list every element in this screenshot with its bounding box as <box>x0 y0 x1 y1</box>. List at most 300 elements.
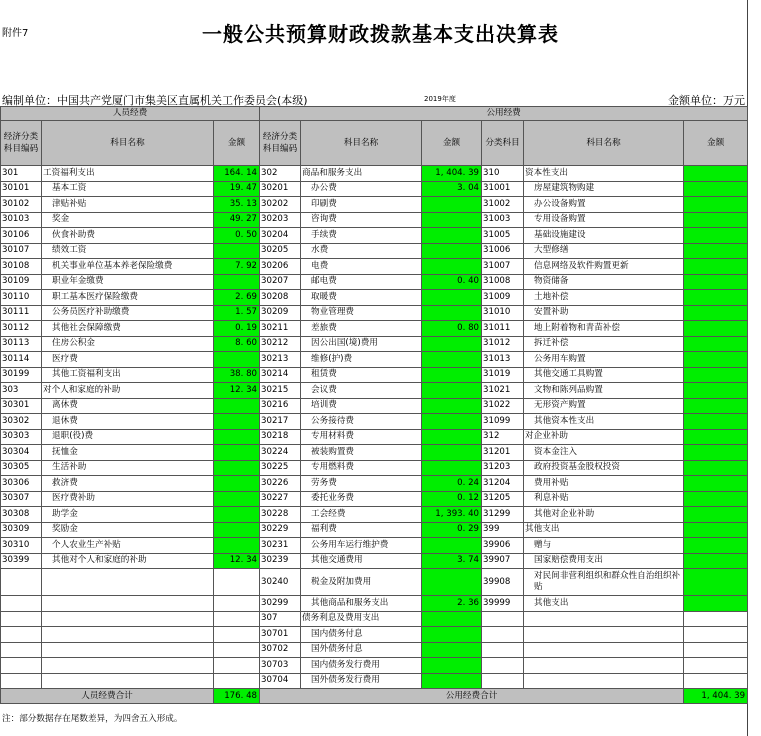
amount-cell <box>684 491 748 507</box>
code-cell: 302 <box>260 166 301 182</box>
table-row <box>1 166 748 182</box>
code-cell: 31007 <box>482 259 524 275</box>
table-row <box>1 522 748 538</box>
code-cell: 30299 <box>260 596 301 612</box>
code-cell: 30112 <box>1 321 42 337</box>
name-cell: 电费 <box>301 259 422 275</box>
name-cell: 邮电费 <box>301 274 422 290</box>
name-cell: 其他支出 <box>524 522 684 538</box>
code-cell: 30306 <box>1 476 42 492</box>
amount-cell <box>422 569 482 596</box>
amount-cell <box>684 673 748 689</box>
code-cell: 30102 <box>1 197 42 213</box>
amount-cell <box>422 367 482 383</box>
amount-cell: 1, 404. 39 <box>422 166 482 182</box>
code-cell: 30110 <box>1 290 42 306</box>
col-amount-1: 金额 <box>214 121 260 166</box>
name-cell: 地上附着物和青苗补偿 <box>524 321 684 337</box>
amount-cell: 2. 69 <box>214 290 260 306</box>
name-cell: 其他交通工具购置 <box>524 367 684 383</box>
name-cell: 公务接待费 <box>301 414 422 430</box>
table-row <box>1 673 748 689</box>
table-row <box>1 627 748 643</box>
name-cell: 退休费 <box>42 414 214 430</box>
section-header-row <box>1 107 748 121</box>
amount-cell <box>214 538 260 554</box>
amount-cell <box>684 445 748 461</box>
amount-cell <box>684 414 748 430</box>
amount-cell: 12. 34 <box>214 553 260 569</box>
amount-cell <box>684 274 748 290</box>
name-cell <box>524 673 684 689</box>
unit-label: 金额单位：万元 <box>668 94 745 107</box>
code-cell: 30226 <box>260 476 301 492</box>
code-cell: 30301 <box>1 398 42 414</box>
code-cell: 30217 <box>260 414 301 430</box>
col-amount-2: 金额 <box>422 121 482 166</box>
amount-cell <box>684 569 748 596</box>
personnel-total-label: 人员经费合计 <box>1 689 214 704</box>
code-cell: 30214 <box>260 367 301 383</box>
code-cell: 31099 <box>482 414 524 430</box>
code-cell: 30114 <box>1 352 42 368</box>
table-row <box>1 305 748 321</box>
name-cell: 对企业补助 <box>524 429 684 445</box>
amount-cell: 3. 04 <box>422 181 482 197</box>
code-cell: 30704 <box>260 673 301 689</box>
table-row <box>1 383 748 399</box>
name-cell <box>42 627 214 643</box>
code-cell <box>482 642 524 658</box>
amount-cell <box>684 429 748 445</box>
code-cell <box>1 642 42 658</box>
code-cell: 30203 <box>260 212 301 228</box>
amount-cell <box>684 228 748 244</box>
code-cell: 31009 <box>482 290 524 306</box>
table-row <box>1 259 748 275</box>
name-cell: 基础设施建设 <box>524 228 684 244</box>
name-cell: 职业年金缴费 <box>42 274 214 290</box>
name-cell: 其他交通费用 <box>301 553 422 569</box>
code-cell: 30111 <box>1 305 42 321</box>
code-cell: 31013 <box>482 352 524 368</box>
name-cell <box>524 658 684 674</box>
name-cell: 无形资产购置 <box>524 398 684 414</box>
code-cell <box>1 611 42 627</box>
name-cell <box>42 642 214 658</box>
code-cell: 30231 <box>260 538 301 554</box>
table-row <box>1 476 748 492</box>
table-row <box>1 367 748 383</box>
amount-cell <box>684 522 748 538</box>
page-title: 一般公共预算财政拨款基本支出决算表 <box>202 22 559 46</box>
code-cell: 30240 <box>260 569 301 596</box>
code-cell: 30216 <box>260 398 301 414</box>
code-cell: 31003 <box>482 212 524 228</box>
code-cell: 303 <box>1 383 42 399</box>
table-row <box>1 538 748 554</box>
amount-cell <box>214 673 260 689</box>
name-cell: 拆迁补偿 <box>524 336 684 352</box>
name-cell: 咨询费 <box>301 212 422 228</box>
name-cell: 劳务费 <box>301 476 422 492</box>
amount-cell <box>684 290 748 306</box>
amount-cell <box>214 627 260 643</box>
table-row <box>1 642 748 658</box>
amount-cell: 1. 57 <box>214 305 260 321</box>
code-cell: 39906 <box>482 538 524 554</box>
amount-cell <box>684 627 748 643</box>
name-cell <box>42 596 214 612</box>
code-cell <box>482 673 524 689</box>
code-cell: 30302 <box>1 414 42 430</box>
amount-cell <box>684 181 748 197</box>
code-cell: 30106 <box>1 228 42 244</box>
table-row <box>1 274 748 290</box>
name-cell: 其他对企业补助 <box>524 507 684 523</box>
code-cell: 30224 <box>260 445 301 461</box>
name-cell: 绩效工资 <box>42 243 214 259</box>
name-cell: 被装购置费 <box>301 445 422 461</box>
code-cell: 30207 <box>260 274 301 290</box>
code-cell <box>1 673 42 689</box>
name-cell: 水费 <box>301 243 422 259</box>
amount-cell <box>422 243 482 259</box>
amount-cell <box>422 538 482 554</box>
name-cell: 手续费 <box>301 228 422 244</box>
public-total-value: 1, 404. 39 <box>684 689 748 704</box>
name-cell: 资本金注入 <box>524 445 684 461</box>
name-cell: 福利费 <box>301 522 422 538</box>
table-row <box>1 243 748 259</box>
name-cell: 专用燃料费 <box>301 460 422 476</box>
name-cell <box>42 611 214 627</box>
name-cell: 安置补助 <box>524 305 684 321</box>
name-cell: 国外债务发行费用 <box>301 673 422 689</box>
name-cell: 国外债务付息 <box>301 642 422 658</box>
code-cell: 30108 <box>1 259 42 275</box>
name-cell: 税金及附加费用 <box>301 569 422 596</box>
amount-cell <box>422 658 482 674</box>
amount-cell <box>422 673 482 689</box>
name-cell: 印刷费 <box>301 197 422 213</box>
code-cell: 30399 <box>1 553 42 569</box>
amount-cell <box>214 596 260 612</box>
name-cell: 个人农业生产补贴 <box>42 538 214 554</box>
col-code-3: 分类科目 <box>482 121 524 166</box>
code-cell: 30202 <box>260 197 301 213</box>
amount-cell <box>684 367 748 383</box>
amount-cell: 1, 393. 40 <box>422 507 482 523</box>
amount-cell <box>684 166 748 182</box>
code-cell: 30201 <box>260 181 301 197</box>
code-cell: 31002 <box>482 197 524 213</box>
name-cell <box>42 569 214 596</box>
code-cell: 30113 <box>1 336 42 352</box>
amount-cell <box>422 290 482 306</box>
name-cell: 奖金 <box>42 212 214 228</box>
name-cell: 因公出国(境)费用 <box>301 336 422 352</box>
code-cell: 31008 <box>482 274 524 290</box>
code-cell: 30227 <box>260 491 301 507</box>
amount-cell: 2. 36 <box>422 596 482 612</box>
amount-cell <box>684 383 748 399</box>
code-cell: 30213 <box>260 352 301 368</box>
name-cell: 取暖费 <box>301 290 422 306</box>
amount-cell <box>422 398 482 414</box>
code-cell: 30206 <box>260 259 301 275</box>
code-cell: 30229 <box>260 522 301 538</box>
table-row <box>1 321 748 337</box>
amount-cell <box>214 569 260 596</box>
col-code-2: 经济分类科目编码 <box>260 121 301 166</box>
table-row <box>1 429 748 445</box>
code-cell: 30101 <box>1 181 42 197</box>
amount-cell <box>214 414 260 430</box>
name-cell: 救济费 <box>42 476 214 492</box>
amount-cell <box>214 476 260 492</box>
code-cell: 30701 <box>260 627 301 643</box>
name-cell: 国内债务付息 <box>301 627 422 643</box>
table-row <box>1 212 748 228</box>
amount-cell <box>214 274 260 290</box>
table-row <box>1 290 748 306</box>
table-row <box>1 658 748 674</box>
org-label: 编制单位：中国共产党厦门市集美区直属机关工作委员会(本级) <box>2 94 308 107</box>
amount-cell <box>214 429 260 445</box>
table-row <box>1 352 748 368</box>
amount-cell <box>422 336 482 352</box>
code-cell: 30204 <box>260 228 301 244</box>
code-cell: 30304 <box>1 445 42 461</box>
code-cell: 31011 <box>482 321 524 337</box>
name-cell: 住房公积金 <box>42 336 214 352</box>
name-cell: 助学金 <box>42 507 214 523</box>
table-row <box>1 228 748 244</box>
name-cell: 其他工资福利支出 <box>42 367 214 383</box>
amount-cell: 12. 34 <box>214 383 260 399</box>
code-cell <box>1 658 42 674</box>
amount-cell <box>214 243 260 259</box>
code-cell: 31019 <box>482 367 524 383</box>
amount-cell: 0. 40 <box>422 274 482 290</box>
amount-cell <box>684 336 748 352</box>
name-cell <box>524 627 684 643</box>
amount-cell <box>214 445 260 461</box>
col-name-3: 科目名称 <box>524 121 684 166</box>
code-cell: 30308 <box>1 507 42 523</box>
col-code-1: 经济分类科目编码 <box>1 121 42 166</box>
amount-cell: 19. 47 <box>214 181 260 197</box>
amount-cell: 8. 60 <box>214 336 260 352</box>
amount-cell: 0. 80 <box>422 321 482 337</box>
code-cell: 30309 <box>1 522 42 538</box>
section-public: 公用经费 <box>260 107 748 121</box>
code-cell: 31201 <box>482 445 524 461</box>
amount-cell: 0. 29 <box>422 522 482 538</box>
code-cell: 31005 <box>482 228 524 244</box>
name-cell <box>524 611 684 627</box>
amount-cell: 0. 24 <box>422 476 482 492</box>
name-cell: 工会经费 <box>301 507 422 523</box>
name-cell: 大型修缮 <box>524 243 684 259</box>
amount-cell <box>422 352 482 368</box>
name-cell: 津贴补贴 <box>42 197 214 213</box>
code-cell: 312 <box>482 429 524 445</box>
code-cell: 31010 <box>482 305 524 321</box>
code-cell: 39908 <box>482 569 524 596</box>
amount-cell <box>684 243 748 259</box>
amount-cell <box>214 658 260 674</box>
name-cell: 专用材料费 <box>301 429 422 445</box>
name-cell: 工资福利支出 <box>42 166 214 182</box>
amount-cell <box>422 259 482 275</box>
code-cell <box>482 658 524 674</box>
name-cell: 抚恤金 <box>42 445 214 461</box>
amount-cell <box>422 627 482 643</box>
amount-cell <box>422 383 482 399</box>
code-cell <box>1 596 42 612</box>
name-cell: 专用设备购置 <box>524 212 684 228</box>
amount-cell: 0. 12 <box>422 491 482 507</box>
amount-cell <box>684 476 748 492</box>
amount-cell <box>684 507 748 523</box>
code-cell: 31006 <box>482 243 524 259</box>
name-cell: 委托业务费 <box>301 491 422 507</box>
name-cell: 伙食补助费 <box>42 228 214 244</box>
attachment-label: 附件7 <box>2 28 29 39</box>
name-cell: 基本工资 <box>42 181 214 197</box>
code-cell: 30199 <box>1 367 42 383</box>
amount-cell <box>214 507 260 523</box>
amount-cell: 164. 14 <box>214 166 260 182</box>
amount-cell <box>214 522 260 538</box>
code-cell: 30225 <box>260 460 301 476</box>
code-cell: 399 <box>482 522 524 538</box>
name-cell: 职工基本医疗保险缴费 <box>42 290 214 306</box>
amount-cell <box>684 553 748 569</box>
code-cell: 30218 <box>260 429 301 445</box>
amount-cell <box>422 642 482 658</box>
amount-cell <box>422 611 482 627</box>
name-cell: 公务员医疗补助缴费 <box>42 305 214 321</box>
col-amount-3: 金额 <box>684 121 748 166</box>
amount-cell <box>684 259 748 275</box>
name-cell: 奖励金 <box>42 522 214 538</box>
code-cell: 31204 <box>482 476 524 492</box>
code-cell: 30107 <box>1 243 42 259</box>
amount-cell <box>684 596 748 612</box>
code-cell: 31205 <box>482 491 524 507</box>
name-cell: 生活补助 <box>42 460 214 476</box>
name-cell: 房屋建筑物购建 <box>524 181 684 197</box>
name-cell: 赠与 <box>524 538 684 554</box>
table-row <box>1 414 748 430</box>
code-cell: 31022 <box>482 398 524 414</box>
name-cell: 公务用车购置 <box>524 352 684 368</box>
budget-table <box>0 106 748 704</box>
name-cell <box>42 673 214 689</box>
amount-cell <box>214 611 260 627</box>
code-cell: 30305 <box>1 460 42 476</box>
name-cell: 租赁费 <box>301 367 422 383</box>
name-cell: 对个人和家庭的补助 <box>42 383 214 399</box>
amount-cell <box>684 352 748 368</box>
table-row <box>1 460 748 476</box>
amount-cell: 3. 74 <box>422 553 482 569</box>
code-cell: 31001 <box>482 181 524 197</box>
name-cell: 办公设备购置 <box>524 197 684 213</box>
code-cell: 30702 <box>260 642 301 658</box>
amount-cell <box>422 429 482 445</box>
amount-cell <box>214 460 260 476</box>
code-cell: 301 <box>1 166 42 182</box>
code-cell <box>482 627 524 643</box>
public-total-label: 公用经费合计 <box>260 689 684 704</box>
personnel-total-value: 176. 48 <box>214 689 260 704</box>
name-cell: 差旅费 <box>301 321 422 337</box>
name-cell: 培训费 <box>301 398 422 414</box>
name-cell: 土地补偿 <box>524 290 684 306</box>
name-cell: 文物和陈列品购置 <box>524 383 684 399</box>
name-cell: 会议费 <box>301 383 422 399</box>
code-cell: 30205 <box>260 243 301 259</box>
table-row <box>1 596 748 612</box>
name-cell: 维修(护)费 <box>301 352 422 368</box>
table-row <box>1 336 748 352</box>
name-cell: 其他资本性支出 <box>524 414 684 430</box>
col-name-1: 科目名称 <box>42 121 214 166</box>
amount-cell <box>684 658 748 674</box>
amount-cell <box>214 491 260 507</box>
name-cell: 国内债务发行费用 <box>301 658 422 674</box>
section-personnel: 人员经费 <box>1 107 260 121</box>
name-cell: 其他对个人和家庭的补助 <box>42 553 214 569</box>
amount-cell <box>684 642 748 658</box>
amount-cell: 49. 27 <box>214 212 260 228</box>
name-cell <box>524 642 684 658</box>
table-row <box>1 553 748 569</box>
code-cell <box>1 627 42 643</box>
code-cell: 30239 <box>260 553 301 569</box>
amount-cell <box>214 642 260 658</box>
table-row <box>1 445 748 461</box>
code-cell: 30303 <box>1 429 42 445</box>
amount-cell <box>684 398 748 414</box>
code-cell: 31299 <box>482 507 524 523</box>
code-cell: 39999 <box>482 596 524 612</box>
code-cell: 30211 <box>260 321 301 337</box>
name-cell: 公务用车运行维护费 <box>301 538 422 554</box>
code-cell: 30109 <box>1 274 42 290</box>
name-cell: 债务利息及费用支出 <box>301 611 422 627</box>
name-cell: 办公费 <box>301 181 422 197</box>
code-cell: 30208 <box>260 290 301 306</box>
table-row <box>1 569 748 596</box>
table-row <box>1 491 748 507</box>
table-row <box>1 181 748 197</box>
code-cell: 30310 <box>1 538 42 554</box>
code-cell: 307 <box>260 611 301 627</box>
amount-cell <box>422 197 482 213</box>
name-cell: 资本性支出 <box>524 166 684 182</box>
name-cell: 医疗费 <box>42 352 214 368</box>
code-cell <box>1 569 42 596</box>
amount-cell: 35. 13 <box>214 197 260 213</box>
code-cell: 30209 <box>260 305 301 321</box>
name-cell: 其他支出 <box>524 596 684 612</box>
code-cell: 31021 <box>482 383 524 399</box>
